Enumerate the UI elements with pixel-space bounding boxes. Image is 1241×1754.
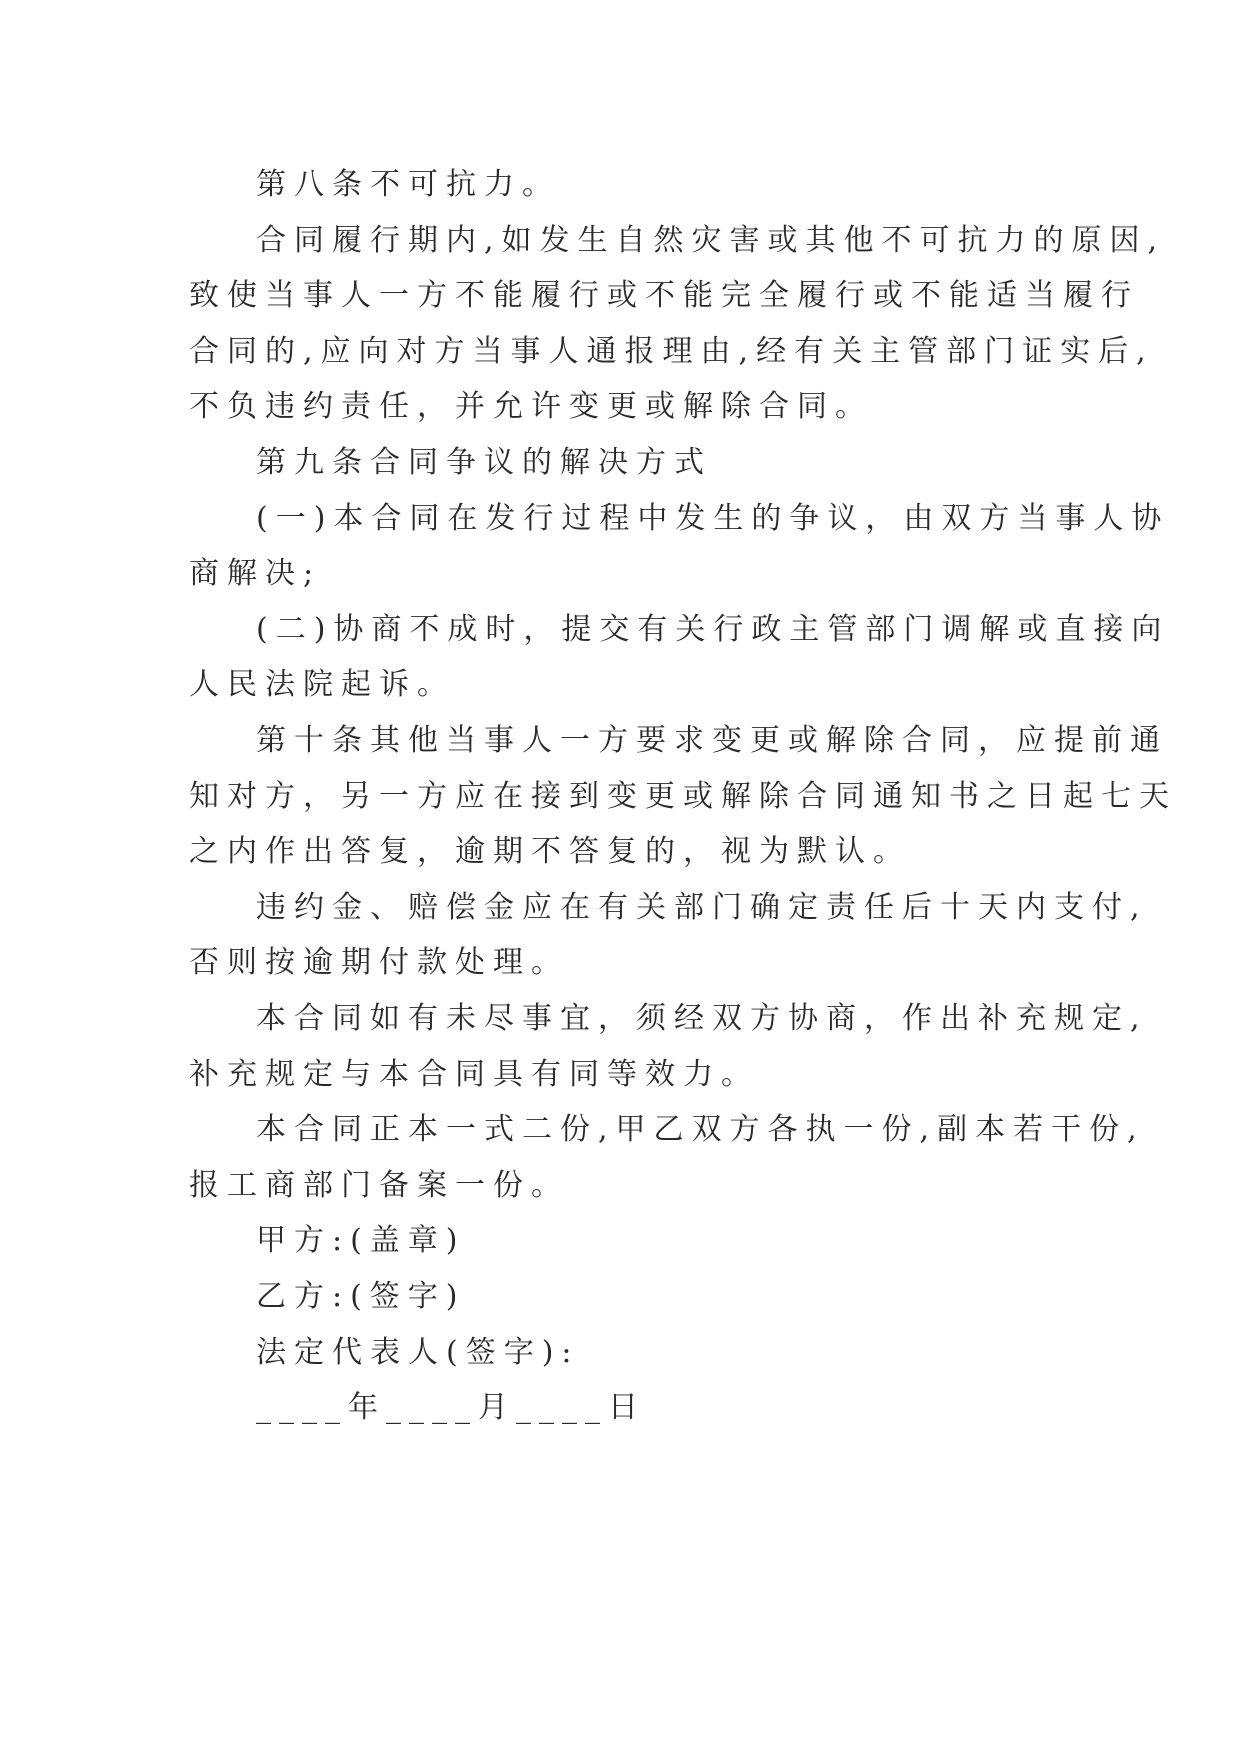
penalty-paragraph-line-2: 否则按逾期付款处理。 [189, 945, 569, 980]
article-10-line-1: 第十条其他当事人一方要求变更或解除合同，应提前通 [256, 723, 1168, 758]
article-8-heading: 第八条不可抗力。 [256, 167, 560, 202]
article-9-item-1-line-1: (一)本合同在发行过程中发生的争议，由双方当事人协 [256, 501, 1170, 536]
date-line: ____年____月____日 [256, 1390, 646, 1425]
article-8-text-line-1: 合同履行期内,如发生自然灾害或其他不可抗力的原因, [256, 223, 1166, 258]
article-8-text-line-2: 致使当事人一方不能履行或不能完全履行或不能适当履行 [189, 278, 1139, 313]
article-9-item-2-line-2: 人民法院起诉。 [189, 667, 455, 702]
penalty-paragraph-line-1: 违约金、赔偿金应在有关部门确定责任后十天内支付, [256, 890, 1148, 925]
article-10-line-3: 之内作出答复，逾期不答复的，视为默认。 [189, 834, 911, 869]
article-9-heading: 第九条合同争议的解决方式 [256, 445, 712, 480]
article-8-text-line-3: 合同的,应向对方当事人通报理由,经有关主管部门证实后, [189, 334, 1154, 369]
supplement-paragraph-line-1: 本合同如有未尽事宜，须经双方协商，作出补充规定, [256, 1001, 1148, 1036]
supplement-paragraph-line-2: 补充规定与本合同具有同等效力。 [189, 1057, 759, 1092]
copies-paragraph-line-1: 本合同正本一式二份,甲乙双方各执一份,副本若干份, [256, 1112, 1145, 1147]
article-8-text-line-4: 不负违约责任，并允许变更或解除合同。 [189, 389, 873, 424]
article-9-item-2-line-1: (二)协商不成时，提交有关行政主管部门调解或直接向 [256, 612, 1170, 647]
article-9-item-1-line-2: 商解决; [189, 556, 322, 591]
party-b-signature-line: 乙方:(签字) [256, 1279, 466, 1314]
legal-representative-line: 法定代表人(签字): [256, 1335, 580, 1370]
party-a-signature-line: 甲方:(盖章) [256, 1223, 466, 1258]
article-10-line-2: 知对方，另一方应在接到变更或解除合同通知书之日起七天 [189, 779, 1177, 814]
copies-paragraph-line-2: 报工商部门备案一份。 [189, 1168, 569, 1203]
